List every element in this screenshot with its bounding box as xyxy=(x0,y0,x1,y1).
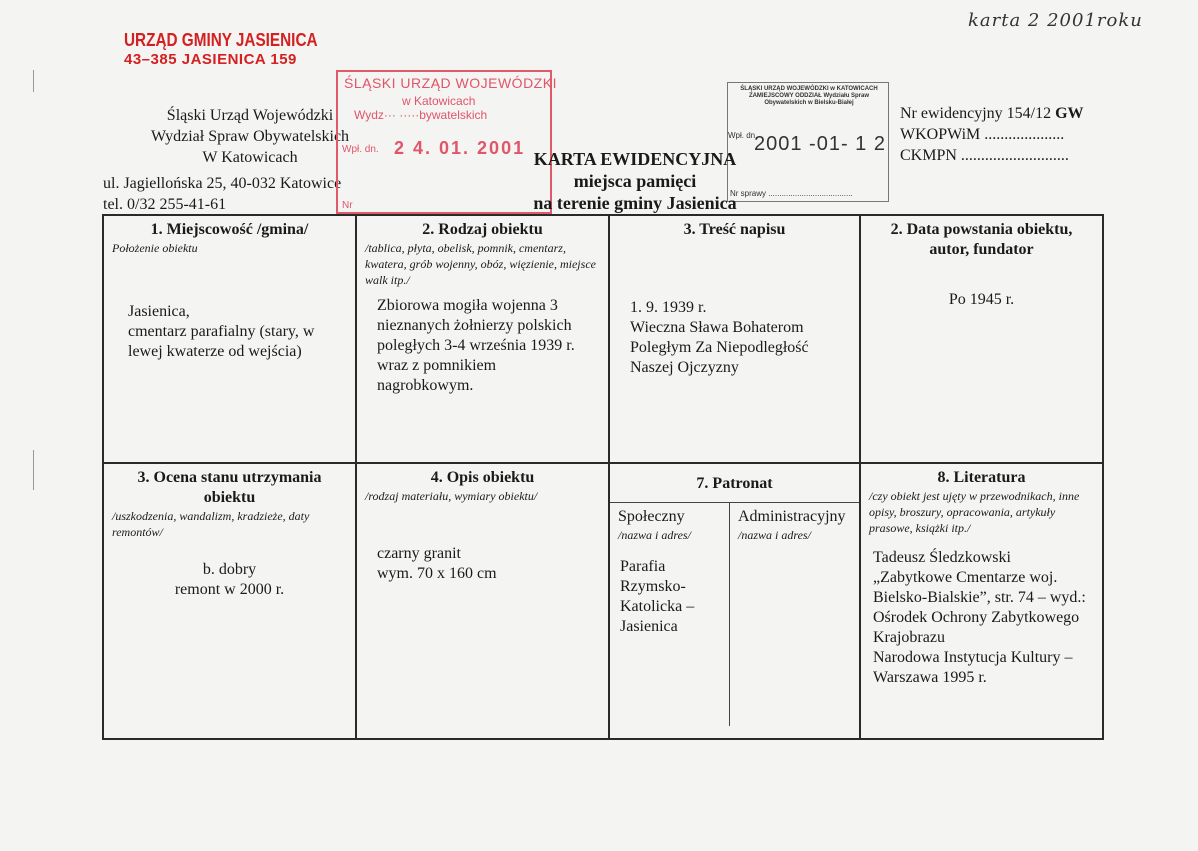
handwritten-note: karta 2 2001roku xyxy=(968,10,1143,31)
cell-header: 3. Ocena stanu utrzymania obiektu xyxy=(137,469,322,506)
registry-info xyxy=(900,103,1084,166)
cell-header: 2. Data powstania obiektu, autor, fundator xyxy=(890,221,1073,258)
sender-address: ul. Jagiellońska 25, 40-032 Katowice xyxy=(103,175,342,192)
record-table xyxy=(102,214,1104,740)
municipality-stamp xyxy=(124,30,352,68)
cell-subheader: Położenie obiektu xyxy=(112,241,198,255)
cell-header: 1. Miejscowość /gmina/ xyxy=(150,221,309,238)
value-line: Zbiorowa mogiła wojenna 3 xyxy=(377,297,558,314)
value-line: cmentarz parafialny (stary, w xyxy=(128,323,315,340)
value-line: Naszej Ojczyzny xyxy=(630,359,739,376)
cell-value xyxy=(112,560,347,600)
value-line: poległych 3-4 września 1939 r. xyxy=(377,337,575,354)
document-title xyxy=(470,148,800,214)
cell-literature xyxy=(860,463,1103,739)
value-line: 1. 9. 1939 r. xyxy=(630,299,707,316)
cell-value xyxy=(365,296,600,396)
sender-address-block xyxy=(103,173,341,215)
cell-subheader: /rodzaj materiału, wymiary obiektu/ xyxy=(365,489,538,503)
scan-mark xyxy=(33,450,34,490)
title-line-2: miejsca pamięci xyxy=(573,171,697,191)
cell-header: 4. Opis obiektu xyxy=(430,469,535,486)
patronage-admin-sub: /nazwa i adres/ xyxy=(738,528,811,542)
stamp-municipality-name: URZĄD GMINY JASIENICA xyxy=(124,30,318,50)
patronage-social-value xyxy=(618,557,721,637)
value-line: Ośrodek Ochrony Zabytkowego xyxy=(873,609,1080,626)
cell-subheader: /czy obiekt jest ujęty w przewodnikach, inne opisy, broszury, opracowania, artykuły prasowe, książki itp./ xyxy=(869,489,1080,535)
value-line: Bielsko-Bialskie”, str. 74 – wyd.: xyxy=(873,589,1086,606)
cell-object-type xyxy=(356,215,609,463)
patronage-split xyxy=(610,502,859,726)
received-stamp-title: ŚLĄSKI URZĄD WOJEWÓDZKI xyxy=(344,75,557,91)
value-line: czarny granit xyxy=(377,545,461,562)
cell-value: Po 1945 r. xyxy=(948,291,1015,308)
table-row xyxy=(103,463,1103,739)
cell-date-author xyxy=(860,215,1103,463)
value-line: nagrobkowym. xyxy=(377,377,474,394)
title-line-3: na terenie gminy Jasienica xyxy=(533,193,737,213)
cell-subheader: /uszkodzenia, wandalizm, kradzieże, daty remontów/ xyxy=(112,509,310,539)
cell-value xyxy=(869,548,1094,688)
cell-value xyxy=(365,544,600,584)
registry-ckmpn: CKMPN ........................... xyxy=(900,147,1069,164)
received-stamp-nr-label: Nr xyxy=(342,200,353,211)
value-line: Poległym Za Niepodległość xyxy=(630,339,809,356)
cell-condition xyxy=(103,463,356,739)
sender-line-1: Śląski Urząd Wojewódzki xyxy=(166,107,334,124)
cell-value xyxy=(618,298,851,378)
sender-line-2: Wydział Spraw Obywatelskich xyxy=(150,128,350,145)
patronage-social-title: Społeczny xyxy=(618,508,685,525)
value-line: nieznanych żołnierzy polskich xyxy=(377,317,572,334)
cell-header: 2. Rodzaj obiektu xyxy=(422,221,543,238)
patronage-social-sub: /nazwa i adres/ xyxy=(618,528,691,542)
patronage-social xyxy=(610,502,730,726)
cell-patronage xyxy=(609,463,860,739)
cell-value xyxy=(112,302,347,362)
table-row xyxy=(103,215,1103,463)
cell-subheader: /tablica, płyta, obelisk, pomnik, cmentarz, kwatera, grób wojenny, obóz, więzienie, miejsce walk itp./ xyxy=(365,241,596,287)
title-line-1: KARTA EWIDENCYJNA xyxy=(533,149,737,169)
patronage-administrative xyxy=(730,502,859,726)
received-stamp-date: 2 4. 01. 2001 xyxy=(394,138,526,158)
stamp-municipality-address: 43–385 JASIENICA 159 xyxy=(124,51,297,68)
received-stamp-date-label: Wpł. dn. xyxy=(342,144,379,155)
cell-header: 7. Patronat xyxy=(696,475,773,492)
value-line: Wieczna Sława Bohaterom xyxy=(630,319,804,336)
branch-stamp-date: 2001 -01- 1 2 xyxy=(754,133,886,155)
value-line: Rzymsko- xyxy=(620,578,686,595)
received-stamp-dept: Wydz··· ·····bywatelskich xyxy=(354,108,488,122)
scan-mark xyxy=(33,70,34,92)
cell-inscription xyxy=(609,215,860,463)
value-line: wym. 70 x 160 cm xyxy=(377,565,497,582)
cell-header: 3. Treść napisu xyxy=(683,221,786,238)
value-line: „Zabytkowe Cmentarze woj. xyxy=(873,569,1058,586)
value-line: b. dobry xyxy=(202,561,257,578)
branch-stamp-header: ŚLĄSKI URZĄD WOJEWÓDZKI w KATOWICACH ZAMIEJSCOWY ODDZIAŁ Wydziału Spraw Obywatelskich w Bielsku-Białej xyxy=(740,86,878,106)
registry-number xyxy=(900,103,1084,124)
value-line: Narodowa Instytucja Kultury – xyxy=(873,649,1073,666)
value-line: remont w 2000 r. xyxy=(174,581,285,598)
sender-phone: tel. 0/32 255-41-61 xyxy=(103,196,227,213)
branch-stamp-nr-label: Nr sprawy ...................................... xyxy=(730,189,853,198)
value-line: wraz z pomnikiem xyxy=(377,357,497,374)
sender-line-3: W Katowicach xyxy=(202,149,298,166)
value-line: Parafia xyxy=(620,558,666,575)
value-line: lewej kwaterze od wejścia) xyxy=(128,343,302,360)
value-line: Warszawa 1995 r. xyxy=(873,669,987,686)
patronage-admin-title: Administracyjny xyxy=(738,508,846,525)
value-line: Jasienica, xyxy=(128,303,190,320)
value-line: Jasienica xyxy=(620,618,678,635)
value-line: Krajobrazu xyxy=(873,629,945,646)
value-line: Katolicka – xyxy=(620,598,695,615)
registry-wkopwim: WKOPWiM .................... xyxy=(900,126,1065,143)
cell-description xyxy=(356,463,609,739)
registry-number-label: Nr ewidencyjny 154/12 xyxy=(900,105,1056,122)
cell-location xyxy=(103,215,356,463)
branch-stamp-date-label: Wpł. dn. xyxy=(728,131,758,140)
cell-header: 8. Literatura xyxy=(937,469,1026,486)
received-stamp-city: w Katowicach xyxy=(402,94,476,108)
value-line: Tadeusz Śledzkowski xyxy=(873,549,1011,566)
registry-number-suffix: GW xyxy=(1055,105,1084,122)
